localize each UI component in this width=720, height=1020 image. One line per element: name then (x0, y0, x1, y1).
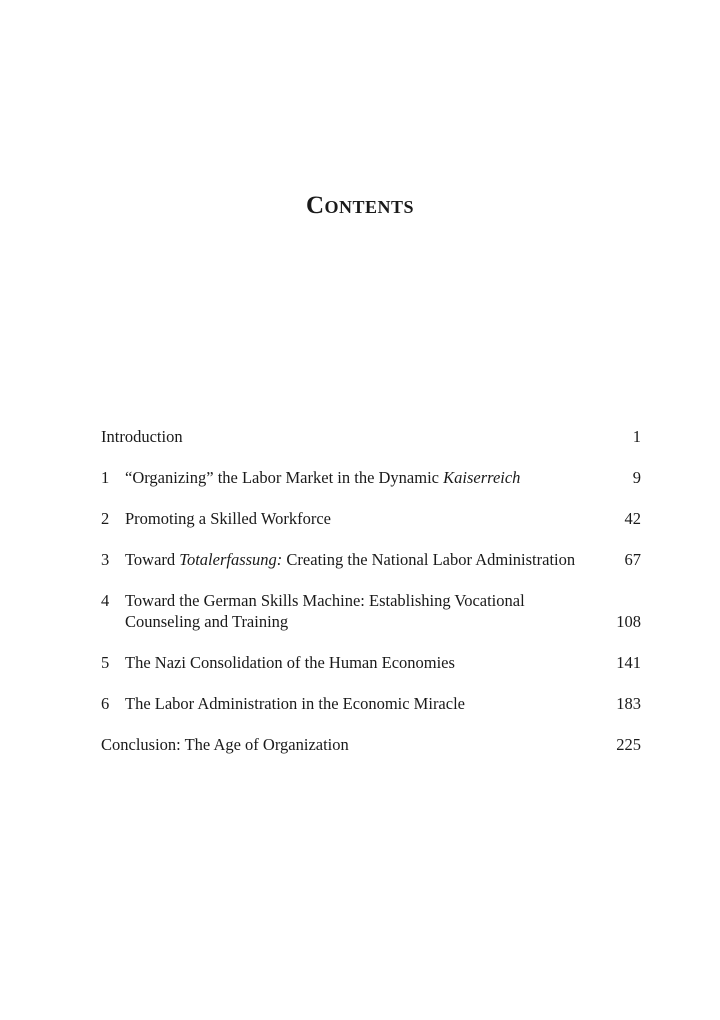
entry-page-number: 183 (616, 694, 641, 713)
entry-title-text: Toward (125, 550, 180, 569)
entry-page-number: 108 (616, 612, 641, 631)
entry-page-number: 67 (624, 550, 641, 569)
toc-entry-chapter-3 (101, 549, 641, 570)
entry-title: Introduction (101, 427, 183, 446)
entry-title-text-end: Creating the National Labor Administration (282, 550, 576, 569)
entry-title-line-2: Counseling and Training (125, 612, 289, 631)
entry-title: The Labor Administration in the Economic Miracle (125, 694, 465, 713)
entry-title-line-1: Toward the German Skills Machine: Establishing Vocational (125, 591, 525, 610)
chapter-number: 2 (101, 509, 110, 528)
toc-entry-chapter-2 (101, 508, 641, 529)
entry-page-number: 225 (616, 735, 641, 754)
chapter-number: 4 (101, 591, 110, 610)
entry-page-number: 42 (624, 509, 641, 528)
entry-title (125, 467, 619, 488)
entry-title-text: “Organizing” the Labor Market in the Dynamic (125, 468, 444, 487)
toc-entry-chapter-4 (101, 590, 641, 632)
toc-entry-chapter-6 (101, 693, 641, 714)
toc-entry-chapter-5 (101, 652, 641, 673)
entry-title: Promoting a Skilled Workforce (125, 509, 331, 528)
entry-title (125, 590, 602, 632)
entry-title-italic: Totalerfassung: (179, 550, 283, 569)
toc-entry-introduction (101, 426, 641, 447)
entry-page-number: 1 (632, 427, 641, 446)
chapter-number: 3 (101, 550, 110, 569)
entry-title: Conclusion: The Age of Organization (101, 735, 349, 754)
table-of-contents (101, 426, 641, 775)
entry-page-number: 9 (632, 468, 641, 487)
toc-entry-conclusion (101, 734, 641, 755)
chapter-number: 6 (101, 694, 110, 713)
entry-title-italic: Kaiserreich (443, 468, 521, 487)
chapter-number: 5 (101, 653, 110, 672)
entry-title: The Nazi Consolidation of the Human Economies (125, 653, 455, 672)
chapter-number: 1 (101, 468, 110, 487)
entry-title (125, 549, 611, 570)
toc-entry-chapter-1 (101, 467, 641, 488)
entry-page-number: 141 (616, 653, 641, 672)
page-title: Contents (305, 192, 415, 219)
